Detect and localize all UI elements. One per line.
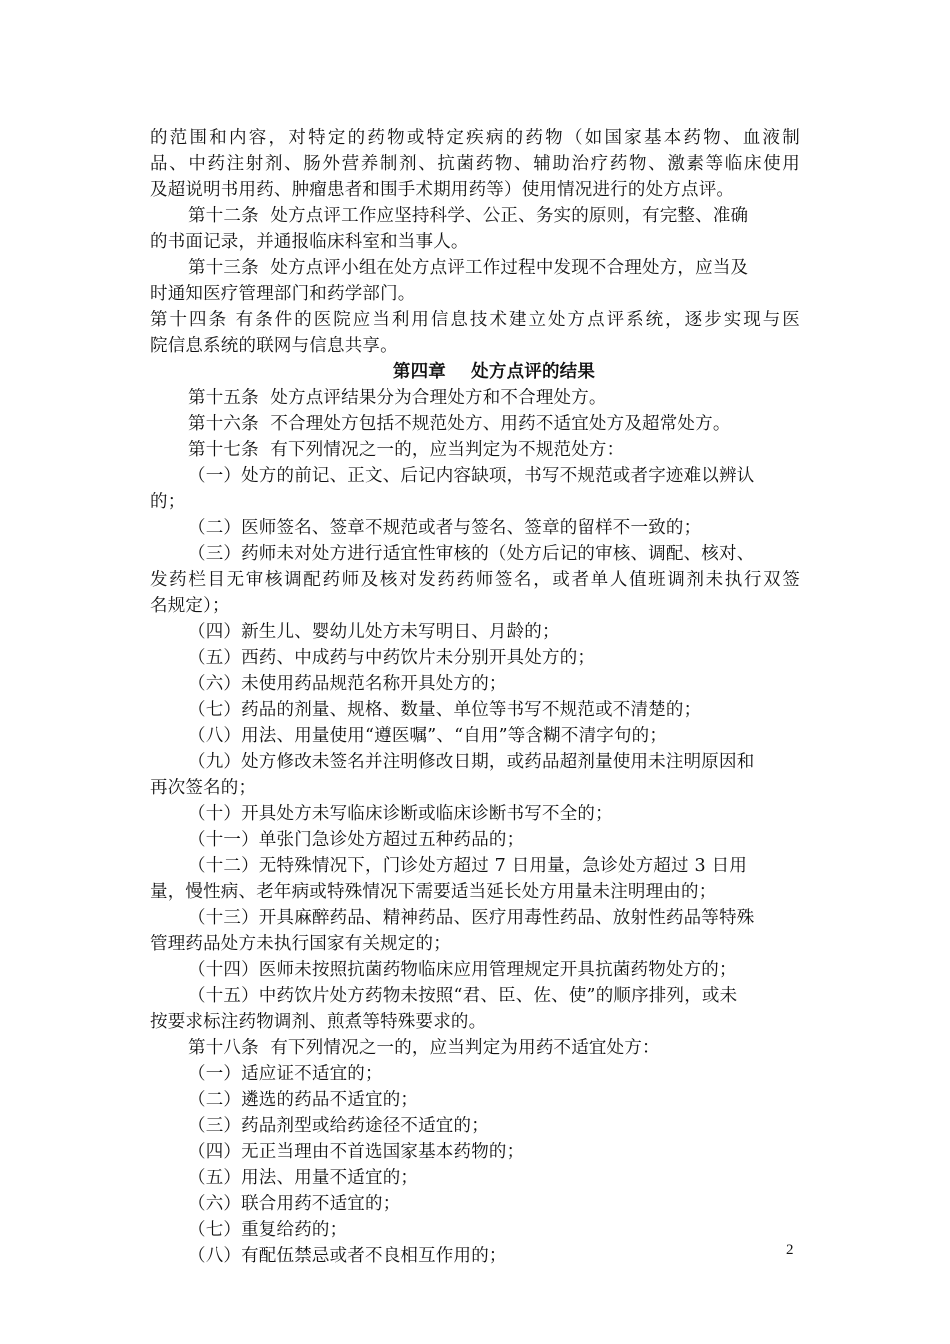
text-line: 的书面记录，并通报临床科室和当事人。 <box>150 232 469 252</box>
list-item-line: （十四）医师未按照抗菌药物临床应用管理规定开具抗菌药物处方的； <box>188 960 737 980</box>
list-item-line: （六）联合用药不适宜的； <box>188 1194 401 1214</box>
list-item-line: （九）处方修改未签名并注明修改日期，或药品超剂量使用未注明原因和 <box>188 752 755 772</box>
list-item-line: （一）适应证不适宜的； <box>188 1064 383 1084</box>
article-17-line: 第十七条 有下列情况之一的，应当判定为不规范处方： <box>188 440 625 460</box>
list-item-line: （六）未使用药品规范名称开具处方的； <box>188 674 507 694</box>
text-line: 按要求标注药物调剂、煎煮等特殊要求的。 <box>150 1012 487 1032</box>
text-line: 管理药品处方未执行国家有关规定的； <box>150 934 451 954</box>
text-line: 时通知医疗管理部门和药学部门。 <box>150 284 416 304</box>
text-line: 名规定）； <box>150 596 230 616</box>
article-14-line: 第十四条 有条件的医院应当利用信息技术建立处方点评系统，逐步实现与医 <box>150 310 800 330</box>
list-item-line: （三）药品剂型或给药途径不适宜的； <box>188 1116 489 1136</box>
article-13-line: 第十三条 处方点评小组在处方点评工作过程中发现不合理处方，应当及 <box>188 258 749 278</box>
text-line: 及超说明书用药、肿瘤患者和围手术期用药等）使用情况进行的处方点评。 <box>150 180 735 200</box>
document-body <box>150 125 800 1269</box>
text-line: 品、中药注射剂、肠外营养制剂、抗菌药物、辅助治疗药物、激素等临床使用 <box>150 154 800 174</box>
article-16-line: 第十六条 不合理处方包括不规范处方、用药不适宜处方及超常处方。 <box>188 414 731 434</box>
list-item-line: （十二）无特殊情况下，门诊处方超过 7 日用量，急诊处方超过 3 日用 <box>188 856 748 876</box>
text-line: 院信息系统的联网与信息共享。 <box>150 336 398 356</box>
list-item-line: （八）有配伍禁忌或者不良相互作用的； <box>188 1246 507 1266</box>
list-item-line: （十）开具处方未写临床诊断或临床诊断书写不全的； <box>188 804 613 824</box>
list-item-line: （一）处方的前记、正文、后记内容缺项，书写不规范或者字迹难以辨认 <box>188 466 755 486</box>
list-item-line: （四）新生儿、婴幼儿处方未写明日、月龄的； <box>188 622 560 642</box>
text-line: 的； <box>150 492 186 512</box>
list-item-line: （四）无正当理由不首选国家基本药物的； <box>188 1142 525 1162</box>
article-12-line: 第十二条 处方点评工作应坚持科学、公正、务实的原则，有完整、准确 <box>188 206 749 226</box>
list-item-line: （五）用法、用量不适宜的； <box>188 1168 419 1188</box>
article-15-line: 第十五条 处方点评结果分为合理处方和不合理处方。 <box>188 388 607 408</box>
text-line: 的范围和内容，对特定的药物或特定疾病的药物（如国家基本药物、血液制 <box>150 128 800 148</box>
list-item-line: （三）药师未对处方进行适宜性审核的（处方后记的审核、调配、核对、 <box>188 544 755 564</box>
text-line: 再次签名的； <box>150 778 257 798</box>
list-item-line: （二）遴选的药品不适宜的； <box>188 1090 419 1110</box>
text-line: 发药栏目无审核调配药师及核对发药药师签名，或者单人值班调剂未执行双签 <box>150 570 800 590</box>
list-item-line: （十三）开具麻醉药品、精神药品、医疗用毒性药品、放射性药品等特殊 <box>188 908 755 928</box>
page-number: 2 <box>786 1242 794 1258</box>
list-item-line: （七）重复给药的； <box>188 1220 348 1240</box>
list-item-line: （十一）单张门急诊处方超过五种药品的； <box>188 830 525 850</box>
list-item-line: （七）药品的剂量、规格、数量、单位等书写不规范或不清楚的； <box>188 700 702 720</box>
list-item-line: （二）医师签名、签章不规范或者与签名、签章的留样不一致的； <box>188 518 702 538</box>
chapter-heading: 第四章 处方点评的结果 <box>392 362 596 382</box>
article-18-line: 第十八条 有下列情况之一的，应当判定为用药不适宜处方： <box>188 1038 660 1058</box>
list-item-line: （八）用法、用量使用“遵医嘱”、“自用”等含糊不清字句的； <box>188 726 668 746</box>
text-line: 量，慢性病、老年病或特殊情况下需要适当延长处方用量未注明理由的； <box>150 882 717 902</box>
list-item-line: （十五）中药饮片处方药物未按照“君、臣、佐、使”的顺序排列，或未 <box>188 986 738 1006</box>
list-item-line: （五）西药、中成药与中药饮片未分别开具处方的； <box>188 648 596 668</box>
